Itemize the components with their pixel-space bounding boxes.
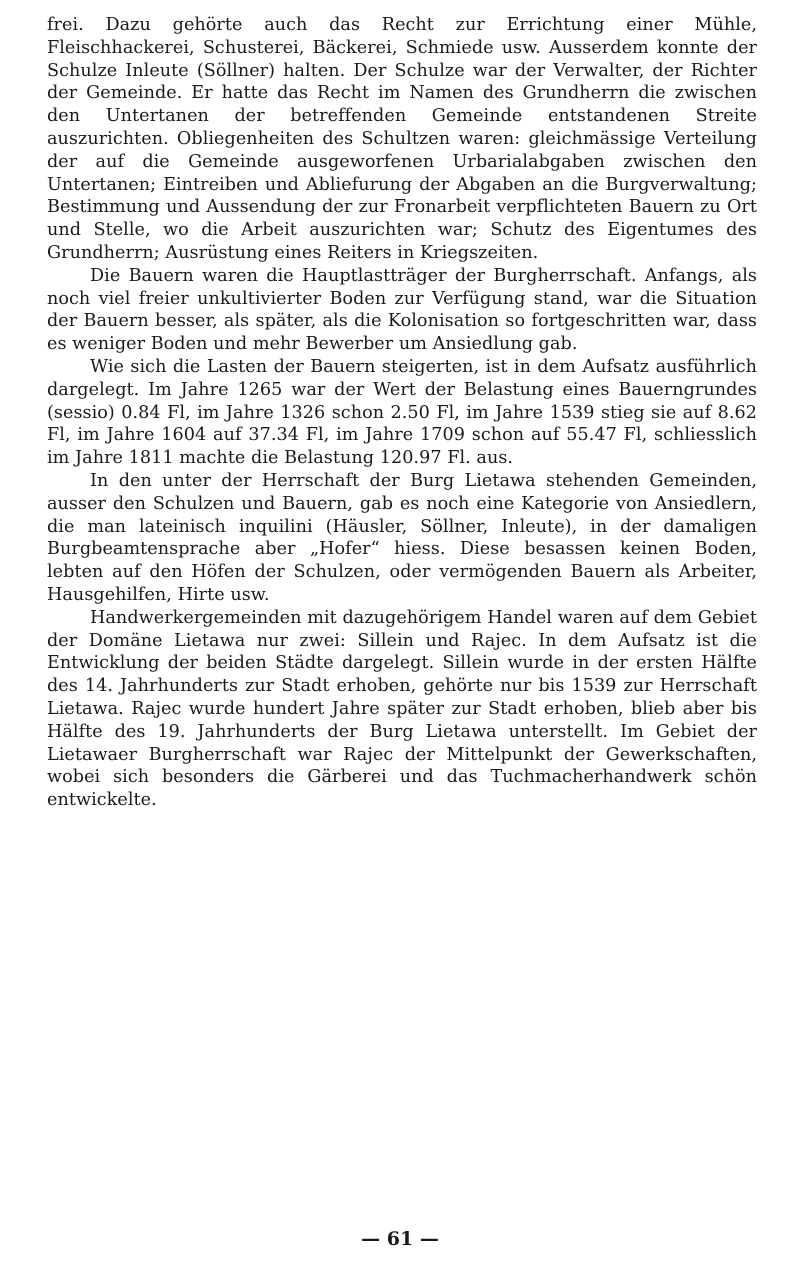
paragraph-lasten: Wie sich die Lasten der Bauern steigerten, ist in dem Aufsatz ausführlich dargelegt. Im Jahre 1265 war der Wert der Belastung eines Bauerngrundes (sessio) 0.84 Fl, im Jahre 1326 schon 2.50 Fl, im Jahre 1539 stieg sie auf 8.62 Fl, im Jahre 1604 auf 37.34 Fl, im Jahre 1709 schon auf 55.47 Fl, schliesslich im Jahre 1811 machte die Belastung 120.97 Fl. aus. [47, 356, 757, 469]
page-number: — 61 — [361, 1228, 439, 1250]
paragraph-inquilini: In den unter der Herrschaft der Burg Lietawa stehenden Gemeinden, ausser den Schulzen und Bauern, gab es noch eine Kategorie von Ansiedlern, die man lateinisch inquilini (Häusler, Söllner, Inleute), in der damaligen Burgbeamtensprache aber „Hofer“ hiess. Diese besassen keinen Boden, lebten auf den Höfen der Schulzen, oder vermögenden Bauern als Arbeiter, Hausgehilfen, Hirte usw. [47, 470, 757, 605]
paragraph-continuation: frei. Dazu gehörte auch das Recht zur Errichtung einer Mühle, Fleischhackerei, Schusterei, Bäckerei, Schmiede usw. Ausserdem konnte der Schulze Inleute (Söllner) halten. Der Schulze war der Verwalter, der Richter der Gemeinde. Er hatte das Recht im Namen des Grundherrn die zwischen den Untertanen der betreffenden Gemeinde entstandenen Streite auszurichten. Obliegenheiten des Schultzen waren: gleichmässige Verteilung der auf die Gemeinde ausgeworfenen Urbarialabgaben zwischen den Untertanen; Eintreiben und Abliefurung der Abgaben an die Burgverwaltung; Bestimmung und Aussendung der zur Fronarbeit verpflichteten Bauern zu Ort und Stelle, wo die Arbeit auszurichten war; Schutz des Eigentumes des Grundherrn; Ausrüstung eines Reiters in Kriegszeiten. [47, 15, 757, 263]
paragraph-handwerker: Handwerkergemeinden mit dazugehörigem Handel waren auf dem Gebiet der Domäne Lietawa nur zwei: Sillein und Rajec. In dem Aufsatz ist die Entwicklung der beiden Städte dargelegt. Sillein wurde in der ersten Hälfte des 14. Jahrhunderts zur Stadt erhoben, gehörte nur bis 1539 zur Herrschaft Lietawa. Rajec wurde hundert Jahre später zur Stadt erhoben, blieb aber bis Hälfte des 19. Jahrhunderts der Burg Lietawa unterstellt. Im Gebiet der Lietawaer Burgherrschaft war Rajec der Mittelpunkt der Gewerkschaften, wobei sich besonders die Gärberei und das Tuchmacherhandwerk schön entwickelte. [47, 607, 757, 811]
paragraph-bauern: Die Bauern waren die Hauptlastträger der Burgherrschaft. Anfangs, als noch viel freier unkultivierter Boden zur Verfügung stand, war die Situation der Bauern besser, als später, als die Kolonisation so fortgeschritten war, dass es weniger Boden und mehr Bewerber um Ansiedlung gab. [47, 265, 757, 355]
body-text [47, 14, 757, 812]
